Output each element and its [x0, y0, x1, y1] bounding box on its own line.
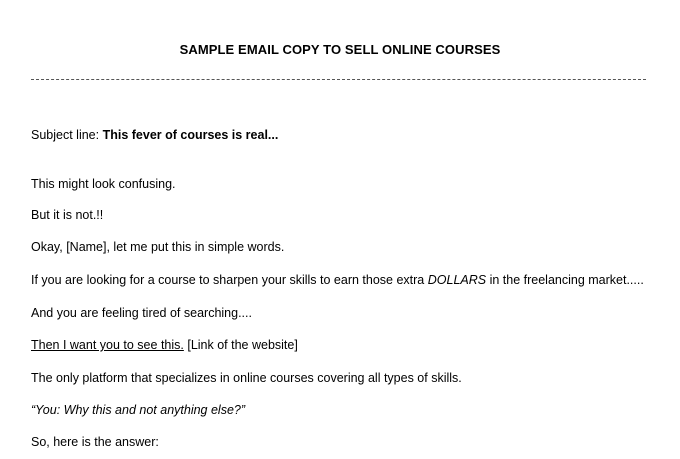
paragraph-8: “You: Why this and not anything else?”: [31, 403, 246, 417]
document-title: SAMPLE EMAIL COPY TO SELL ONLINE COURSES: [179, 42, 501, 57]
subject-line: [31, 128, 278, 142]
paragraph-6: [31, 338, 298, 352]
paragraph-1: This might look confusing.: [31, 177, 176, 191]
website-link[interactable]: Then I want you to see this.: [31, 338, 184, 352]
paragraph-9: So, here is the answer:: [31, 435, 159, 449]
subject-label: Subject line:: [31, 128, 103, 142]
paragraph-7: The only platform that specializes in online courses covering all types of skills.: [31, 371, 462, 385]
paragraph-4-text-start: If you are looking for a course to sharpen your skills to earn those extra: [31, 273, 428, 287]
paragraph-5: And you are feeling tired of searching....: [31, 306, 252, 320]
paragraph-2: But it is not.!!: [31, 208, 104, 222]
paragraph-3: Okay, [Name], let me put this in simple words.: [31, 240, 285, 254]
paragraph-4-text-end: in the freelancing market.....: [486, 273, 644, 287]
subject-value: This fever of courses is real...: [102, 128, 279, 142]
dashed-divider: [31, 79, 646, 80]
paragraph-6-text-end: [Link of the website]: [183, 338, 298, 352]
paragraph-4: [31, 273, 644, 287]
paragraph-4-emphasis: DOLLARS: [427, 273, 487, 287]
